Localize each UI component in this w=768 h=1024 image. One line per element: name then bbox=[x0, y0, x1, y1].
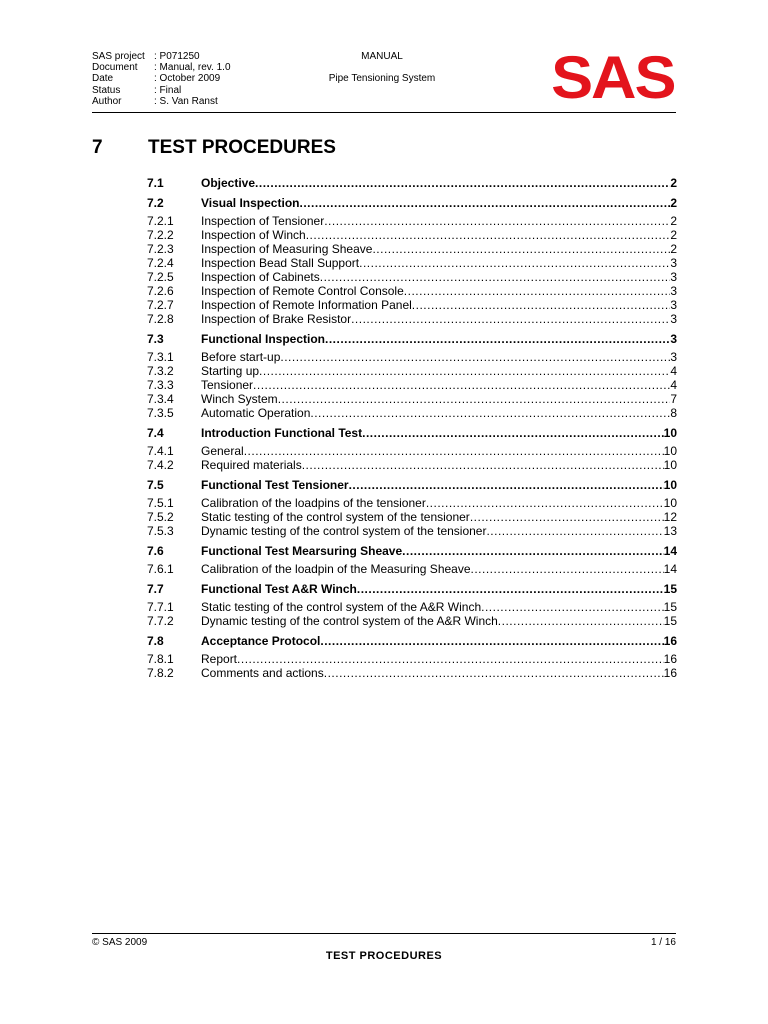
toc-number: 7.5.1 bbox=[147, 496, 174, 510]
toc-page-number: 2 bbox=[670, 228, 677, 242]
toc-title: Functional Inspection bbox=[201, 332, 326, 346]
toc-page-number: 10 bbox=[663, 458, 677, 472]
toc-entry[interactable] bbox=[147, 562, 677, 576]
toc-number: 7.2.6 bbox=[147, 284, 174, 298]
toc-title: Automatic Operation bbox=[201, 406, 311, 420]
toc-entry[interactable] bbox=[147, 496, 677, 510]
toc-title: Dynamic testing of the control system of the A&R Winch bbox=[201, 614, 498, 628]
toc-leader bbox=[486, 524, 663, 538]
toc-number: 7.2.5 bbox=[147, 270, 174, 284]
toc-leader bbox=[324, 666, 664, 680]
toc-entry[interactable] bbox=[147, 298, 677, 312]
toc-title: Starting up bbox=[201, 364, 260, 378]
toc-page-number: 10 bbox=[663, 444, 677, 458]
toc-number: 7.8.2 bbox=[147, 666, 174, 680]
toc-leader bbox=[253, 378, 670, 392]
toc-leader bbox=[280, 350, 670, 364]
toc-title: Acceptance Protocol bbox=[201, 634, 321, 648]
toc-number: 7.2.2 bbox=[147, 228, 174, 242]
toc-page-number: 3 bbox=[670, 312, 677, 326]
toc-leader bbox=[278, 392, 671, 406]
toc-title: General bbox=[201, 444, 244, 458]
toc-number: 7.3.1 bbox=[147, 350, 174, 364]
toc-entry[interactable] bbox=[147, 312, 677, 326]
toc-entry[interactable] bbox=[147, 256, 677, 270]
toc-number: 7.3.5 bbox=[147, 406, 174, 420]
toc-page-number: 13 bbox=[663, 524, 677, 538]
meta-label: Date bbox=[92, 73, 114, 85]
toc-page-number: 4 bbox=[670, 378, 677, 392]
toc-leader bbox=[359, 256, 670, 270]
toc-page-number: 2 bbox=[670, 176, 677, 190]
toc-title: Visual Inspection bbox=[201, 196, 300, 210]
toc-leader bbox=[404, 284, 671, 298]
toc-page-number: 7 bbox=[670, 392, 677, 406]
toc-entry[interactable] bbox=[147, 364, 677, 378]
toc-page-number: 3 bbox=[670, 270, 677, 284]
toc-entry[interactable] bbox=[147, 270, 677, 284]
toc-number: 7.3.2 bbox=[147, 364, 174, 378]
toc-number: 7.7 bbox=[147, 582, 164, 596]
toc-page-number: 3 bbox=[670, 284, 677, 298]
toc-number: 7.8.1 bbox=[147, 652, 174, 666]
toc-page-number: 10 bbox=[663, 478, 677, 492]
toc-entry[interactable] bbox=[147, 332, 677, 346]
toc-page-number: 14 bbox=[663, 544, 677, 558]
meta-label: SAS project bbox=[92, 51, 145, 62]
meta-row bbox=[92, 96, 231, 107]
toc-page-number: 16 bbox=[663, 634, 677, 648]
toc-entry[interactable] bbox=[147, 228, 677, 242]
toc-entry[interactable] bbox=[147, 350, 677, 364]
toc-page-number: 10 bbox=[663, 496, 677, 510]
sas-logo: SAS bbox=[550, 44, 674, 111]
toc-title: Inspection of Brake Resistor bbox=[201, 312, 352, 326]
toc-entry[interactable] bbox=[147, 524, 677, 538]
toc-title: Calibration of the loadpins of the tensioner bbox=[201, 496, 426, 510]
toc-number: 7.3 bbox=[147, 332, 164, 346]
toc-number: 7.4.2 bbox=[147, 458, 174, 472]
toc-leader bbox=[362, 426, 664, 440]
toc-title: Required materials bbox=[201, 458, 302, 472]
meta-label: Document bbox=[92, 62, 138, 74]
toc-leader bbox=[237, 652, 664, 666]
toc-leader bbox=[310, 406, 670, 420]
toc-page-number: 4 bbox=[670, 364, 677, 378]
toc-entry[interactable] bbox=[147, 242, 677, 256]
toc-entry[interactable] bbox=[147, 544, 677, 558]
toc-leader bbox=[412, 298, 671, 312]
toc-page-number: 8 bbox=[670, 406, 677, 420]
meta-label: Author bbox=[92, 95, 122, 107]
footer-page-number: 1 / 16 bbox=[650, 937, 676, 948]
toc-leader bbox=[255, 176, 670, 190]
toc-number: 7.1 bbox=[147, 176, 164, 190]
toc-leader bbox=[357, 582, 664, 596]
meta-row bbox=[92, 85, 231, 96]
chapter-number: 7 bbox=[92, 137, 103, 158]
toc-title: Inspection of Winch bbox=[201, 228, 306, 242]
meta-value: : S. Van Ranst bbox=[154, 95, 218, 107]
toc-title: Inspection Bead Stall Support bbox=[201, 256, 360, 270]
toc-entry[interactable] bbox=[147, 458, 677, 472]
toc-entry[interactable] bbox=[147, 392, 677, 406]
toc-entry[interactable] bbox=[147, 652, 677, 666]
toc-page-number: 3 bbox=[670, 350, 677, 364]
toc-entry[interactable] bbox=[147, 426, 677, 440]
toc-leader bbox=[351, 312, 670, 326]
toc-page-number: 14 bbox=[663, 562, 677, 576]
toc-number: 7.6 bbox=[147, 544, 164, 558]
toc-page-number: 15 bbox=[663, 600, 677, 614]
toc-entry[interactable] bbox=[147, 600, 677, 614]
toc-entry[interactable] bbox=[147, 666, 677, 680]
toc-number: 7.2.3 bbox=[147, 242, 174, 256]
toc-entry[interactable] bbox=[147, 634, 677, 648]
toc-title: Functional Test Tensioner bbox=[201, 478, 349, 492]
toc-leader bbox=[244, 444, 664, 458]
footer-copyright: © SAS 2009 bbox=[92, 937, 148, 948]
toc-number: 7.2.1 bbox=[147, 214, 174, 228]
toc-number: 7.2 bbox=[147, 196, 164, 210]
toc-title: Functional Test A&R Winch bbox=[201, 582, 357, 596]
chapter-heading bbox=[92, 137, 336, 159]
toc-leader bbox=[372, 242, 670, 256]
toc-title: Objective bbox=[201, 176, 256, 190]
meta-value: : Manual, rev. 1.0 bbox=[154, 62, 231, 74]
meta-label: Status bbox=[92, 84, 121, 96]
toc-number: 7.3.4 bbox=[147, 392, 174, 406]
toc-entry[interactable] bbox=[147, 582, 677, 596]
toc-title: Comments and actions bbox=[201, 666, 324, 680]
toc-leader bbox=[299, 196, 670, 210]
toc-entry[interactable] bbox=[147, 176, 677, 190]
toc-entry[interactable] bbox=[147, 214, 677, 228]
toc-page-number: 3 bbox=[670, 332, 677, 346]
toc-entry[interactable] bbox=[147, 284, 677, 298]
toc-leader bbox=[302, 458, 664, 472]
toc-title: Winch System bbox=[201, 392, 278, 406]
toc-leader bbox=[481, 600, 664, 614]
toc-entry[interactable] bbox=[147, 378, 677, 392]
toc-number: 7.5 bbox=[147, 478, 164, 492]
toc-page-number: 3 bbox=[670, 256, 677, 270]
toc-number: 7.6.1 bbox=[147, 562, 174, 576]
toc-entry[interactable] bbox=[147, 444, 677, 458]
toc-title: Before start-up bbox=[201, 350, 281, 364]
toc-leader bbox=[471, 562, 664, 576]
toc-number: 7.7.2 bbox=[147, 614, 174, 628]
toc-number: 7.2.7 bbox=[147, 298, 174, 312]
toc-entry[interactable] bbox=[147, 478, 677, 492]
toc-number: 7.2.8 bbox=[147, 312, 174, 326]
toc-leader bbox=[426, 496, 664, 510]
meta-value: : October 2009 bbox=[154, 73, 221, 85]
toc-title: Static testing of the control system of the A&R Winch bbox=[201, 600, 482, 614]
toc-title: Inspection of Tensioner bbox=[201, 214, 325, 228]
meta-row bbox=[92, 62, 231, 73]
toc-title: Report bbox=[201, 652, 238, 666]
toc-title: Inspection of Remote Information Panel bbox=[201, 298, 412, 312]
toc-page-number: 15 bbox=[663, 614, 677, 628]
toc-number: 7.5.3 bbox=[147, 524, 174, 538]
toc-leader bbox=[402, 544, 663, 558]
meta-row bbox=[92, 51, 231, 62]
toc-leader bbox=[470, 510, 664, 524]
toc-title: Inspection of Remote Control Console bbox=[201, 284, 404, 298]
toc-entry[interactable] bbox=[147, 510, 677, 524]
toc-page-number: 16 bbox=[663, 652, 677, 666]
toc-number: 7.4.1 bbox=[147, 444, 174, 458]
toc-title: Introduction Functional Test bbox=[201, 426, 363, 440]
toc-page-number: 12 bbox=[663, 510, 677, 524]
toc-page-number: 15 bbox=[663, 582, 677, 596]
toc-leader bbox=[320, 634, 663, 648]
toc-title: Calibration of the loadpin of the Measuring Sheave bbox=[201, 562, 471, 576]
toc-entry[interactable] bbox=[147, 614, 677, 628]
toc-page-number: 2 bbox=[670, 196, 677, 210]
meta-row bbox=[92, 73, 231, 84]
toc-page-number: 10 bbox=[663, 426, 677, 440]
toc-number: 7.2.4 bbox=[147, 256, 174, 270]
toc-page-number: 2 bbox=[670, 214, 677, 228]
toc-leader bbox=[306, 228, 671, 242]
toc-leader bbox=[259, 364, 670, 378]
toc-entry[interactable] bbox=[147, 196, 677, 210]
table-of-contents bbox=[147, 176, 677, 680]
toc-leader bbox=[498, 614, 664, 628]
toc-title: Tensioner bbox=[201, 378, 254, 392]
toc-title: Inspection of Cabinets bbox=[201, 270, 320, 284]
toc-number: 7.5.2 bbox=[147, 510, 174, 524]
chapter-title: TEST PROCEDURES bbox=[148, 137, 336, 158]
toc-page-number: 16 bbox=[663, 666, 677, 680]
toc-number: 7.8 bbox=[147, 634, 164, 648]
meta-value: : P071250 bbox=[154, 51, 200, 62]
toc-title: Dynamic testing of the control system of the tensioner bbox=[201, 524, 487, 538]
page-footer bbox=[92, 933, 676, 962]
toc-number: 7.4 bbox=[147, 426, 164, 440]
toc-page-number: 3 bbox=[670, 298, 677, 312]
page-header bbox=[92, 44, 676, 113]
toc-leader bbox=[325, 332, 670, 346]
toc-number: 7.7.1 bbox=[147, 600, 174, 614]
toc-number: 7.3.3 bbox=[147, 378, 174, 392]
toc-title: Inspection of Measuring Sheave bbox=[201, 242, 373, 256]
footer-title: TEST PROCEDURES bbox=[325, 950, 443, 962]
toc-page-number: 2 bbox=[670, 242, 677, 256]
toc-entry[interactable] bbox=[147, 406, 677, 420]
document-subject: Pipe Tensioning System bbox=[328, 73, 436, 84]
toc-title: Functional Test Mearsuring Sheave bbox=[201, 544, 403, 558]
toc-leader bbox=[349, 478, 664, 492]
toc-leader bbox=[324, 214, 670, 228]
meta-value: : Final bbox=[154, 84, 182, 96]
toc-leader bbox=[320, 270, 671, 284]
document-type: MANUAL bbox=[361, 51, 403, 62]
toc-title: Static testing of the control system of the tensioner bbox=[201, 510, 470, 524]
document-meta bbox=[92, 51, 231, 107]
